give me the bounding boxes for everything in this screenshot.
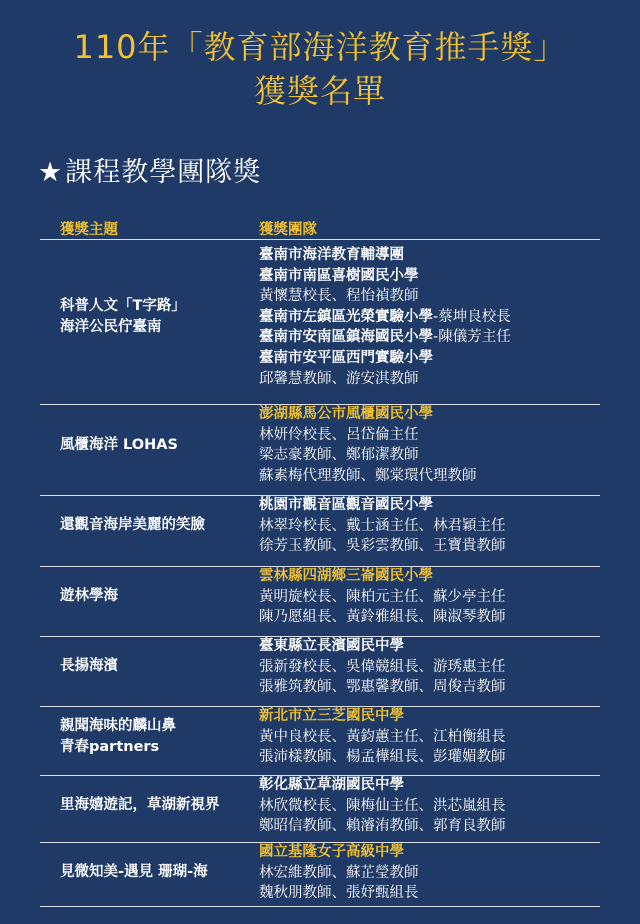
- team-line-text: 張雅筑教師、鄂惠馨教師、周俊吉教師: [259, 679, 506, 696]
- team-line-text: 澎湖縣馬公市風櫃國民小學: [259, 406, 433, 422]
- team-line-text: 臺南市海洋教育輔導團: [259, 247, 404, 263]
- team-list: [259, 636, 506, 698]
- theme-line: 見微知美-遇見 珊瑚-海: [60, 864, 208, 881]
- team-list: [259, 404, 477, 486]
- row-divider: [40, 906, 600, 907]
- theme-line: 遊林學海: [60, 588, 118, 605]
- team-line: [259, 587, 506, 608]
- page-title-line1: 110年「教育部海洋教育推手獎」: [73, 28, 567, 66]
- header-divider: [40, 239, 600, 240]
- team-line: [259, 657, 506, 678]
- team-line: [259, 466, 477, 487]
- team-line-text: 林宏維教師、蘇芷瑩教師: [259, 864, 419, 881]
- theme-line: 青春partners: [60, 738, 160, 755]
- team-line-text: 林妍伶校長、呂岱倫主任: [259, 426, 419, 443]
- team-line-text: 彰化縣立草湖國民中學: [259, 777, 404, 793]
- table-row: [40, 842, 600, 905]
- team-line: [259, 796, 506, 817]
- team-line: [259, 369, 511, 390]
- theme-line: 還觀音海岸美麗的笑臉: [60, 517, 205, 534]
- team-line: [259, 495, 506, 516]
- team-line: [259, 607, 506, 628]
- team-line-suffix: -陳儀芳主任: [433, 329, 511, 346]
- team-line-suffix: -蔡坤良校長: [433, 308, 511, 325]
- team-line-text: 邱馨慧教師、游安淇教師: [259, 370, 419, 387]
- team-line: [259, 245, 511, 266]
- theme-line: 科普人文「T字路」: [60, 298, 186, 315]
- team-line-text: 臺南市安南區鎮海國民小學: [259, 329, 433, 346]
- team-line-text: 黃明旋校長、陳柏元主任、蘇少亭主任: [259, 588, 506, 605]
- team-line-text: 林欣微校長、陳梅仙主任、洪芯嵐組長: [259, 797, 506, 814]
- table-row: [40, 566, 600, 635]
- team-line: [259, 536, 506, 557]
- team-line: [259, 727, 506, 748]
- table-row: [40, 495, 600, 565]
- team-line: [259, 425, 477, 446]
- team-line-text: 梁志豪教師、鄭郁潔教師: [259, 447, 419, 464]
- team-line: [259, 636, 506, 657]
- section-title: 課程教學團隊獎: [65, 157, 262, 188]
- team-line: [259, 516, 506, 537]
- team-line-text: 陳乃愿組長、黃鈴雅組長、陳淑琴教師: [259, 609, 506, 626]
- team-line: [259, 863, 419, 884]
- team-line: [259, 307, 511, 328]
- team-line: [259, 883, 419, 904]
- team-line-text: 鄭昭信教師、賴濬洧教師、郭育良教師: [259, 818, 506, 835]
- column-header-theme: 獲獎主題: [60, 222, 118, 238]
- team-list: [259, 495, 506, 557]
- theme-line: 里海嬉遊記，草湖新視界: [60, 797, 220, 814]
- team-line: [259, 327, 511, 348]
- team-line-text: 林翠玲校長、戴士涵主任、林君穎主任: [259, 517, 506, 534]
- team-line-text: 臺南市左鎮區光榮實驗小學: [259, 308, 433, 325]
- team-line: [259, 266, 511, 287]
- team-line: [259, 775, 506, 796]
- theme-cell: [60, 435, 178, 456]
- team-line-text: 臺南市安平區西門實驗小學: [259, 349, 433, 366]
- team-line: [259, 842, 419, 863]
- section-heading: [38, 150, 261, 189]
- team-line-text: 國立基隆女子高級中學: [259, 844, 404, 860]
- table-row: [40, 775, 600, 841]
- team-line: [259, 286, 511, 307]
- team-line: [259, 348, 511, 369]
- team-list: [259, 775, 506, 837]
- team-line-text: 新北市立三芝國民中學: [259, 708, 404, 724]
- team-line-text: 黃懷慧校長、程怡禎教師: [259, 288, 419, 305]
- team-line-text: 雲林縣四湖鄉三崙國民小學: [259, 568, 433, 584]
- team-line-text: 魏秋朋教師、張妤甄組長: [259, 885, 419, 902]
- table-row: [40, 245, 600, 403]
- team-line-text: 臺南市南區喜樹國民小學: [259, 267, 419, 284]
- team-line-text: 黃中良校長、黃鈞蕙主任、江柏衡組長: [259, 728, 506, 745]
- team-line: [259, 677, 506, 698]
- theme-cell: [60, 656, 118, 677]
- team-line: [259, 445, 477, 466]
- theme-line: 風櫃海洋 LOHAS: [60, 436, 178, 453]
- team-line-text: 張沛樣教師、楊孟樺組長、彭瓘媚教師: [259, 749, 506, 766]
- team-line-text: 臺東縣立長濱國民中學: [259, 638, 404, 654]
- team-line: [259, 816, 506, 837]
- theme-line: 長揚海濱: [60, 658, 118, 675]
- team-list: [259, 842, 419, 904]
- theme-cell: [60, 515, 205, 536]
- theme-cell: [60, 862, 208, 883]
- table-row: [40, 706, 600, 774]
- team-line-text: 張新發校長、吳偉競組長、游琇惠主任: [259, 658, 506, 675]
- team-list: [259, 706, 506, 768]
- team-line-text: 徐芳玉教師、吳彩雲教師、王寶貴教師: [259, 538, 506, 555]
- theme-line: 親聞海味的麟山鼻: [60, 717, 176, 734]
- theme-cell: [60, 296, 186, 338]
- theme-line: 海洋公民佇臺南: [60, 319, 162, 336]
- table-row: [40, 636, 600, 705]
- table-row: [40, 404, 600, 494]
- theme-cell: [60, 795, 220, 816]
- team-line: [259, 566, 506, 587]
- team-line-text: 桃園市觀音區觀音國民小學: [259, 497, 433, 513]
- page-title-line2: 獲獎名單: [253, 72, 386, 110]
- column-header-team: 獲獎團隊: [259, 222, 317, 238]
- team-line: [259, 747, 506, 768]
- star-icon: ★: [38, 157, 64, 188]
- team-line: [259, 706, 506, 727]
- theme-cell: [60, 716, 176, 758]
- team-line-text: 蘇素梅代理教師、鄭棠環代理教師: [259, 467, 477, 484]
- team-line: [259, 404, 477, 425]
- team-list: [259, 566, 506, 628]
- team-list: [259, 245, 511, 389]
- theme-cell: [60, 586, 118, 607]
